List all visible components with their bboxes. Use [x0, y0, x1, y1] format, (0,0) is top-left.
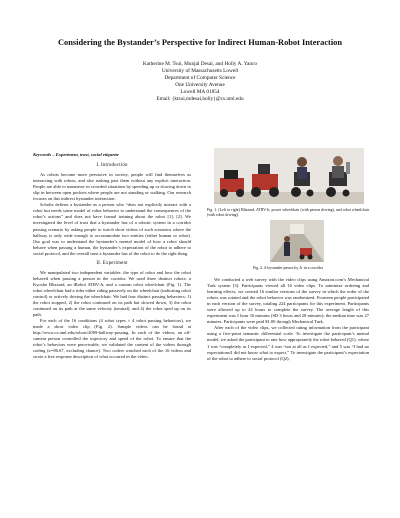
figure-2-corridor	[270, 220, 324, 262]
figure-1-robots	[214, 148, 364, 204]
affiliation-line: Department of Computer Science	[164, 75, 236, 82]
keywords: Keywords – Experiment, trust, social etiquette	[33, 152, 119, 157]
paper-title: Considering the Bystander’s Perspective for Indirect Human-Robot Interaction	[57, 38, 343, 47]
section-heading-experiment: II. Experiment	[96, 260, 128, 266]
left-column	[33, 152, 191, 361]
section-heading-introduction: I. Introduction	[96, 163, 128, 169]
experiment-paragraph: For each of the 16 conditions (4 robot types × 4 robot passing behaviors), we made a short video clip (Fig. 2). Sample videos can be found at http://www.cs.uml.edu/robots/2009-hallway-passing. In each of the videos, an off-camera person controlled the trajectory and speed of the robot. To ensure that the robot’s behaviors were perceivable, we validated the content of the videos through coding (κ=86.67, excluding chance). Two coders watched each of the 16 videos and wrote a free response description of what occurred in the video.	[33, 318, 191, 360]
author-names: Katherine M. Tsui, Munjal Desai, and Holly A. Yanco	[142, 61, 258, 67]
rating-paragraph: After each of the video clips, we collected rating information from the participant using a five-point semantic differential scale. To investigate the participant’s mental model, we asked the participant to rate how appropriately the robot behaved (Q1), where 1 was “completely as I expected,” 4 was “not at all as I expected,” and 5 was “I had no expectations/I did not know what to expect.” To investigate the participant’s expectation of the robot to adhere to social protocol (Q2),	[207, 325, 369, 361]
author-block	[60, 61, 340, 104]
figure-2-caption: Fig. 2. A bystander passes by Jr. in a corridor	[252, 266, 324, 270]
right-column	[207, 277, 369, 362]
affiliation-line: Lowell MA 01854	[180, 89, 220, 96]
intro-paragraph: As robots become more pervasive in society, people will find themselves as interacting with robots, and also rushing past them without any explicit interaction. People are able to maneuver in crowded situations by speeding up or slowing down to slip in between open pockets where people are not standing or walking. Our research focuses on this indirect bystander interaction.	[33, 172, 191, 202]
affiliation-line: One University Avenue	[175, 82, 225, 89]
intro-paragraph: Scholtz defines a bystander as a person who “does not explicitly interact with a robot but needs some model of robot behavior to understand the consequences of the robot’s actions” and does not have formal training about the robot [1], [2]. We investigated the level of trust that a bystander has of a robotic system in a corridor passing scenario by asking people to watch short videos of such scenarios where the hallway is only wide enough to accommodate two entities (either human or robot). Our goal was to understand the bystander’s mental model of how a robot should behave when passing a human, the bystander’s expectation of the robot to adhere to social protocol, and the overall trust a bystander has of the robot to do the right thing.	[33, 202, 191, 256]
author-email: Email: {ktsui,mdesai,holly}@cs.uml.edu	[156, 96, 244, 103]
experiment-paragraph: We manipulated two independent variables: the type of robot and how the robot behaved when passing a person in the corridor. We used three distinct robots: a Kyosho Blizzard, an iRobot ATRV-Jr, and a custom robot wheelchair (Fig. 1). The robot wheelchair had a rider either riding passively on the wheelchair (indicating robot control) or actively driving the wheelchair. We had four distinct passing behaviors: 1) the robot stopped, 2) the robot continued on its path but slowed down, 3) the robot continued on its path at the same velocity (neutral), and 4) the robot sped up on its path.	[33, 269, 191, 318]
survey-paragraph: We conducted a web survey with the video clips using Amazon.com’s Mechanical Turk system [3]. Participants viewed all 16 video clips. To minimize ordering and learning effects, we created 16 similar versions of the survey in which the order of the robots was rotated and the robot behavior was randomized. Fourteen people participated in each version of the survey, totaling 224 participants for this experiment. Participants were allowed up to 24 hours to complete the survey. The average length of this experiment was 1 hour 16 minutes (SD 3 hours and 28 minutes); the median time was 27 minutes. Participants were paid $1.00 through Mechanical Turk.	[207, 277, 369, 325]
affiliation-line: University of Massachusetts Lowell	[161, 68, 239, 75]
figure-1-caption: Fig. 1. (Left to right) Blizzard, ATRV-Jr, power wheelchair (with person driving), and robot wheelchair (with robot driving).	[207, 208, 369, 217]
